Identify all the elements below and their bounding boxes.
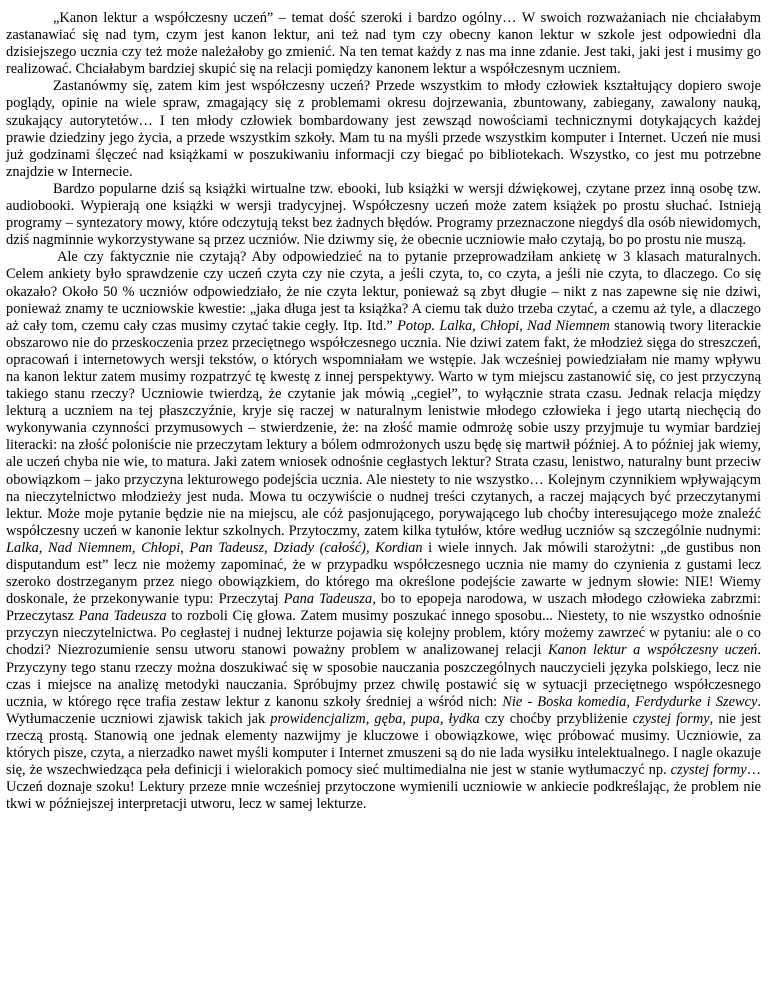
italic-title-run: Potop. Lalka, Chłopi, Nad Niemnem [397, 317, 610, 334]
text-run: stanowią twory literackie obszarowo nie do przeskoczenia przez przeciętnego współczesnego ucznia. Nie dziwi zatem fakt, że młodzież sięga do streszczeń, opracowań i internetowych wersji tekstów, o których wspomniałam we wstępie. Jak wcześniej powiedziałam nie mamy wpływu na kanon lektur zatem musimy rozpatrzyć tę kwestę z innej perspektywy. Warto w tym miejscu zastanowić się, co jest przyczyną takiego stanu rzeczy? Uczniowie twierdzą, że czytanie jak mówią „cegieł”, to wyłącznie strata czasu. Jednak relacja między lekturą a uczniem na tej płaszczyźnie, kryje się raczej w naturalnym lenistwie młodego człowieka i jego utartą niechęcią do wykonywania czynności przymusowych – stwierdzenie, że: na złość mamie odmrożę sobie uszy przyjmuje tu wymiar bardziej literacki: na złość poloniście nie przeczytam lektury a bólem odmrożonych uszu będę się martwił później. A to później jak wiemy, ale uczeń chyba nie wie, to matura. Jaki zatem wniosek odnośnie cegłastych lektur? Strata czasu, lenistwo, naturalny bunt przeciw obowiązkom – jako przyczyna lekturowego podejścia ucznia. Ale niestety to nie wszystko… Kolejnym czynnikiem wpływającym na nieczytelnictwo młodzieży jest nuda. Mowa tu oczywiście o nudnej treści czytanych, a raczej mających być przeczytanymi lektur. Może moje pytanie będzie nie na miejscu, ale cóż pasjonującego, porywającego lub choćby interesującego może znaleźć współczesny uczeń w kanonie lektur szkolnych. Przytoczmy, zatem kilka tytułów, które według uczniów są szczególnie nudnymi: [6, 317, 761, 539]
text-run: czy choćby przybliżenie [479, 710, 633, 727]
text-run: …Uczeń doznaje szoku! Lektury przeze mnie wcześniej przytoczone wymienili uczniowie w ankiecie podkreślając, że problem nie tkwi w późniejszej interpretacji utworu, lecz w samej lekturze. [6, 762, 761, 813]
text-run: Bardzo popularne dziś są książki wirtualne tzw. ebooki, lub książki w wersji dźwiękowej, czytane przez inną osobę tzw. audiobooki. Wypierają one książki w wersji tradycyjnej. Współczesny uczeń może zatem książek po prostu słuchać. Istnieją programy – syntezatory mowy, które odczytują tekst bez żadnych błędów. Programy przeznaczone niegdyś dla osób niewidomych, dziś nagminnie wykorzystywane są przez uczniów. Nie dziwmy się, że obecnie uczniowie mało czytają, bo po prostu nie muszą. [6, 180, 761, 249]
italic-title-run: czystej formy [632, 710, 710, 727]
paragraph-2 [6, 78, 761, 181]
text-run: . Przyczyny tego stanu rzeczy można doszukiwać się w sposobie nauczania poszczególnych nauczycieli języka polskiego, lecz nie czas i miejsce na analizę metodyki nauczania. Spróbujmy przez chwilę postawić się w sytuacji przeciętnego współczesnego ucznia, w którego ręce trafia zestaw lektur z kanonu szkoły średniej a wśród nich: [6, 642, 761, 710]
text-run: i wiele innych. Jak mówili starożytni: „de gustibus non disputandum est” lecz nie możemy zapominać, że w przypadku współczesnego ucznia nie mamy do czynienia z gustami lecz szeroko dostrzeganym przez niego obowiązkiem, do którego ma określone podejście zawarte w jednym słowie: NIE! Wiemy doskonale, że przekonywanie typu: Przeczytaj [6, 539, 762, 608]
paragraph-3 [6, 181, 761, 249]
text-run: „Kanon lektur a współczesny uczeń” – temat dość szeroki i bardzo ogólny… W swoich rozważaniach nie chciałabym zastanawiać się nad tym, czym jest kanon lektur, ani też nad tym czy obecny kanon lektur w szkole jest odpowiedni dla dzisiejszego ucznia czy też może należałoby go zmienić. Na ten temat każdy z nas ma inne zdanie. Jest taki, jaki jest i musimy go realizować. Chciałabym bardziej skupić się na relacji pomiędzy kanonem lektur a współczesnym uczniem. [6, 10, 761, 78]
text-run: Ale czy faktycznie nie czytają? Aby odpowiedzieć na to pytanie przeprowadziłam ankietę w 3 klasach maturalnych. Celem ankiety było sprawdzenie czy uczeń czyta czy nie czyta, a jeśli czyta, to, co czyta, a jeśli nie czyta, to dlaczego. Co się okazało? Około 50 % uczniów odpowiedziało, że nie czyta lektur, ponieważ są zbyt długie – nikt z nas zapewne się nie dziwi, ponieważ znamy te uczniowskie kwestie: „jaka długa jest ta książka? A ciemu tak dużo trzeba czytać, a czemu aż tyle, a dlaczego aż cały tom, czemu cały czas musimy czytać takie cegły. Itp. Itd.” [6, 249, 761, 334]
italic-title-run: Kanon lektur a współczesny uczeń [548, 642, 758, 659]
text-run: . Wytłumaczenie uczniowi zjawisk takich jak [6, 693, 762, 727]
italic-title-run: Pana Tadeusza [78, 608, 167, 625]
paragraph-1 [6, 10, 761, 78]
italic-title-run: Pana Tadeusza [283, 591, 373, 608]
text-run: , nie jest rzeczą prostą. Stanowią one jednak elementy nazwijmy je kluczowe i obowiązkowe, więc próbować musimy. Uczniowie, za których pisze, czyta, a nierzadko nawet myśli komputer i Internet zmuszeni są do nie lada wysiłku intelektualnego. I nagle okazuje się, że wszechwiedząca peła definicji i wielorakich pomocy sieć multimedialna nie jest w stanie wytłumaczyć np. [6, 710, 762, 779]
paragraph-4 [6, 249, 761, 813]
italic-title-run: Nie - Boska komedia, Ferdydurke i Szewcy [502, 693, 758, 710]
text-run: , bo to epopeja narodowa, w uszach młodego człowieka zabrzmi: Przeczytasz [6, 591, 762, 625]
italic-title-run: czystej formy [670, 762, 747, 779]
italic-title-run: Lalka, Nad Niemnem, Chłopi, Pan Tadeusz, Dziady (całość), Kordian [6, 539, 423, 556]
italic-title-run: prowidencjalizm, gęba, pupa, łydka [270, 710, 480, 727]
text-run: Zastanówmy się, zatem kim jest współczesny uczeń? Przede wszystkim to młody człowiek kształtujący dopiero swoje poglądy, opinie na wiele spraw, zmagający się z problemami okresu dojrzewania, zbuntowany, zabiegany, zawalony nauką, szukający autorytetów… I ten młody człowiek bombardowany jest zewsząd nowościami technicznymi dotykających każdej prawie dziedziny jego życia, a przede wszystkim szkoły. Mam tu na myśli przede wszystkim komputer i Internet. Uczeń nie musi już godzinami ślęczeć nad książkami w poszukiwaniu informacji czy biegać po bibliotekach. Wszystko, co jest mu potrzebne znajdzie w Internecie. [6, 78, 761, 180]
text-run: to rozboli Cię głowa. Zatem musimy poszukać innego sposobu... Niestety, to nie wszystko odnośnie przyczyn nieczytelnictwa. Po cegłastej i nudnej lekturze pojawia się kolejny problem, który możemy zawrzeć w pytaniu: ale o co chodzi? Niezrozumienie sensu utworu stanowi poważny problem w analizowanej relacji [6, 608, 762, 659]
